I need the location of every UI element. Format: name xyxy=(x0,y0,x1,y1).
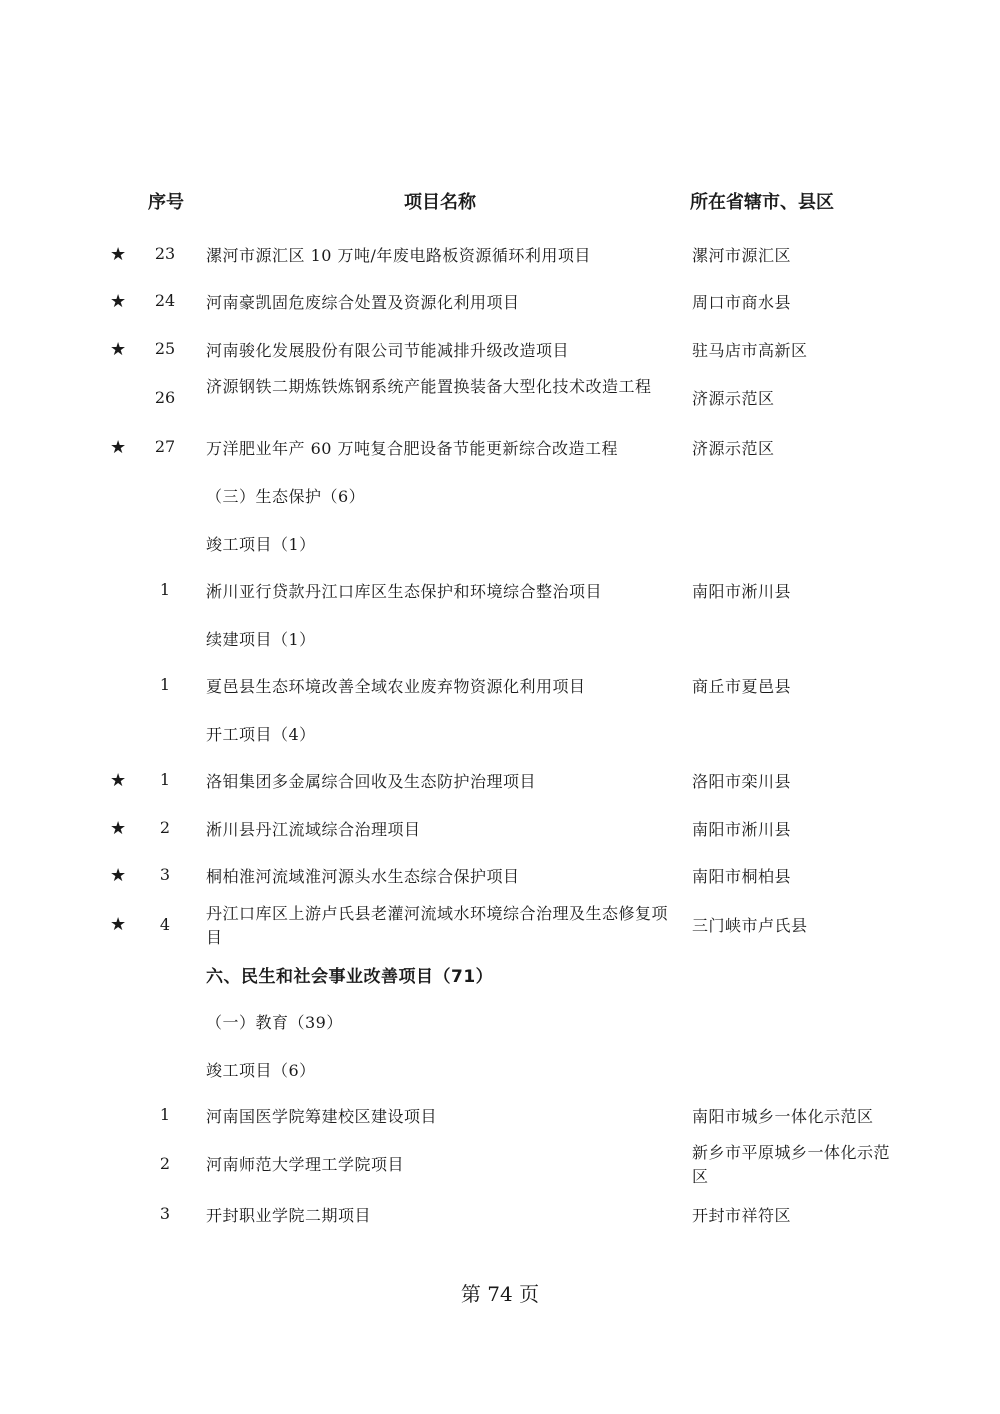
page-number: 第 74 页 xyxy=(460,1282,540,1306)
header-name: 项目名称 xyxy=(404,192,476,213)
chapter-heading: 六、民生和社会事业改善项目（71） xyxy=(206,967,494,987)
row-seq: 1 xyxy=(159,675,171,694)
row-seq: 1 xyxy=(159,580,171,599)
row-location: 南阳市淅川县 xyxy=(692,582,792,601)
row-location: 南阳市城乡一体化示范区 xyxy=(692,1107,874,1126)
row-seq: 2 xyxy=(159,1154,171,1173)
row-seq: 2 xyxy=(159,818,171,837)
star-icon: ★ xyxy=(110,818,127,839)
row-name: 开封职业学院二期项目 xyxy=(206,1206,372,1225)
row-seq: 3 xyxy=(159,865,171,884)
row-location: 济源示范区 xyxy=(692,439,775,458)
section-heading: （三）生态保护（6） xyxy=(206,487,366,506)
section-heading: （一）教育（39） xyxy=(206,1013,343,1032)
star-icon: ★ xyxy=(110,244,127,265)
subsection-heading: 开工项目（4） xyxy=(206,725,316,744)
row-name: 济源钢铁二期炼铁炼钢系统产能置换装备大型化技术改造工程 xyxy=(206,377,652,396)
row-name: 淅川县丹江流域综合治理项目 xyxy=(206,820,421,839)
row-seq: 26 xyxy=(154,388,176,407)
row-seq: 4 xyxy=(159,915,171,934)
row-name: 淅川亚行贷款丹江口库区生态保护和环境综合整治项目 xyxy=(206,582,603,601)
row-name: 夏邑县生态环境改善全域农业废弃物资源化利用项目 xyxy=(206,677,586,696)
row-name: 丹江口库区上游卢氏县老灌河流域水环境综合治理及生态修复项目 xyxy=(206,904,669,947)
row-name: 河南豪凯固危废综合处置及资源化利用项目 xyxy=(206,293,520,312)
star-icon: ★ xyxy=(110,770,127,791)
row-name: 河南国医学院筹建校区建设项目 xyxy=(206,1107,438,1126)
row-location: 周口市商水县 xyxy=(692,293,792,312)
row-location: 南阳市淅川县 xyxy=(692,820,792,839)
row-seq: 3 xyxy=(159,1204,171,1223)
row-location: 三门峡市卢氏县 xyxy=(692,916,808,935)
row-seq: 1 xyxy=(159,770,171,789)
row-seq: 27 xyxy=(154,437,176,456)
row-location: 商丘市夏邑县 xyxy=(692,677,792,696)
row-location: 漯河市源汇区 xyxy=(692,246,792,265)
header-location: 所在省辖市、县区 xyxy=(690,192,834,213)
row-seq: 1 xyxy=(159,1105,171,1124)
row-location: 南阳市桐柏县 xyxy=(692,867,792,886)
row-seq: 23 xyxy=(154,244,176,263)
star-icon: ★ xyxy=(110,339,127,360)
subsection-heading: 续建项目（1） xyxy=(206,630,316,649)
row-seq: 24 xyxy=(154,291,176,310)
row-name: 万洋肥业年产 60 万吨复合肥设备节能更新综合改造工程 xyxy=(206,439,619,458)
star-icon: ★ xyxy=(110,914,127,935)
row-location: 驻马店市高新区 xyxy=(692,341,808,360)
row-name: 河南师范大学理工学院项目 xyxy=(206,1155,405,1174)
row-name: 桐柏淮河流域淮河源头水生态综合保护项目 xyxy=(206,867,520,886)
row-name: 河南骏化发展股份有限公司节能减排升级改造项目 xyxy=(206,341,570,360)
row-name: 漯河市源汇区 10 万吨/年废电路板资源循环利用项目 xyxy=(206,246,591,265)
star-icon: ★ xyxy=(110,291,127,312)
header-seq: 序号 xyxy=(148,192,184,213)
subsection-heading: 竣工项目（1） xyxy=(206,535,316,554)
row-location: 开封市祥符区 xyxy=(692,1206,792,1225)
row-location: 洛阳市栾川县 xyxy=(692,772,792,791)
star-icon: ★ xyxy=(110,437,127,458)
subsection-heading: 竣工项目（6） xyxy=(206,1061,316,1080)
row-location: 新乡市平原城乡一体化示范区 xyxy=(692,1143,891,1186)
row-name: 洛钼集团多金属综合回收及生态防护治理项目 xyxy=(206,772,537,791)
star-icon: ★ xyxy=(110,865,127,886)
row-seq: 25 xyxy=(154,339,176,358)
row-location: 济源示范区 xyxy=(692,389,775,408)
